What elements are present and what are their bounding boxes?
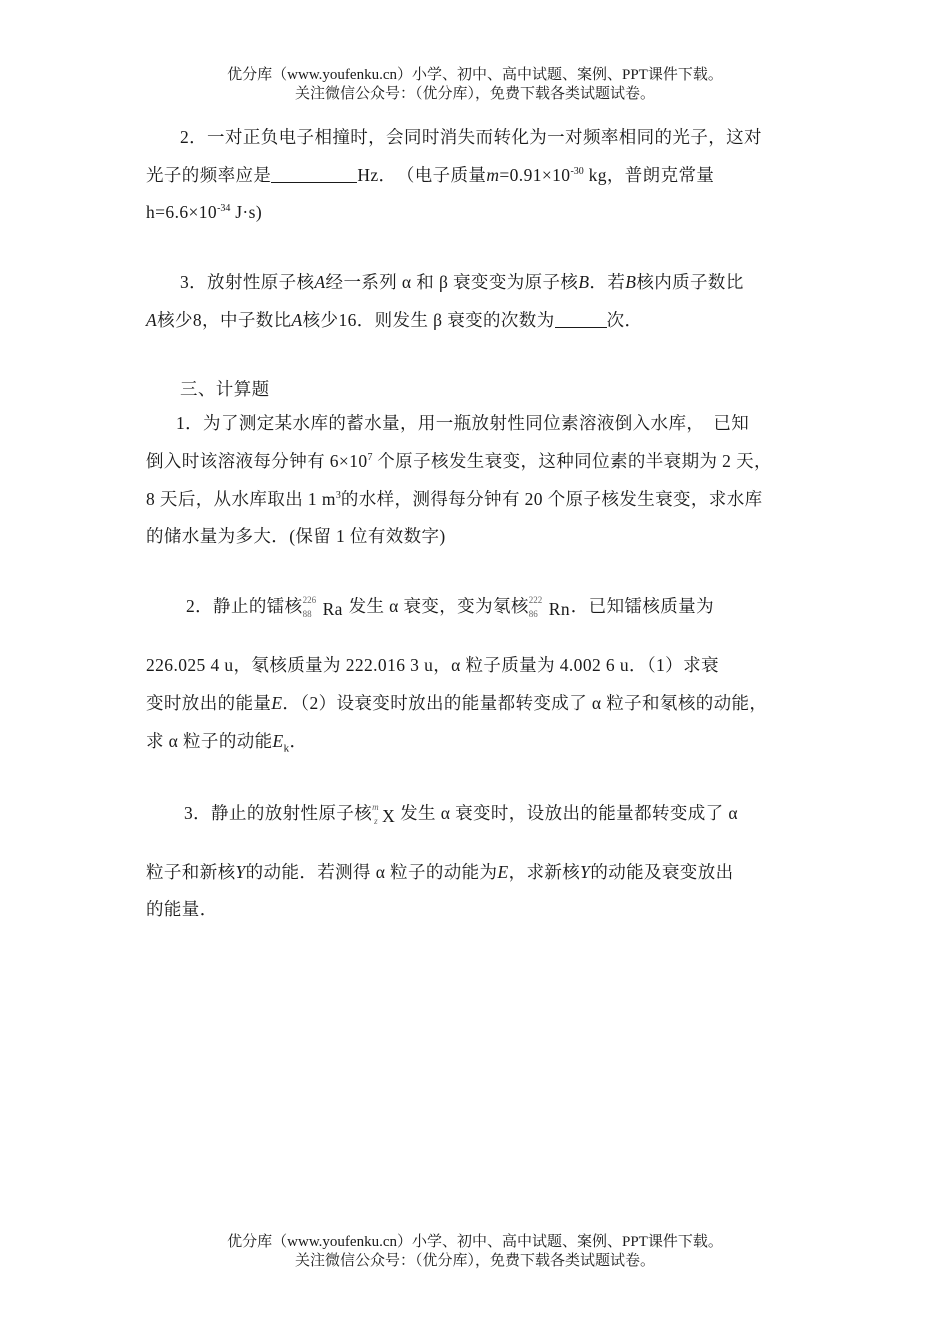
footer-line-2: 关注微信公众号：（优分库），免费下载各类试题试卷。 xyxy=(294,1253,655,1269)
text-line: 的能量． xyxy=(146,899,218,919)
text-line: 3．放射性原子核A经一系列 α 和 β 衰变变为原子核B．若B核内质子数比 xyxy=(180,272,744,292)
parent-nuclide: m z X xyxy=(372,802,396,826)
header-line-1: 优分库（www.youfenku.cn）小学、初中、高中试题、案例、PPT课件下载。 xyxy=(227,67,723,83)
header-line-2: 关注微信公众号：（优分库），免费下载各类试题试卷。 xyxy=(294,86,655,102)
section-title: 三、计算题 xyxy=(180,379,270,399)
text-line: 1．为了测定某水库的蓄水量，用一瓶放射性同位素溶液倒入水库， 已知 xyxy=(176,413,750,433)
text-line: 3．静止的放射性原子核 m z X 发生 α 衰变时，设放出的能量都转变成了 α xyxy=(184,802,738,826)
text-line: 光子的频率应是 Hz． （电子质量$m=0.91\times 10^{-30}$ kg，普朗克常量 xyxy=(146,165,715,185)
text-line: 2．一对正负电子相撞时，会同时消失而转化为一对频率相同的光子，这对 xyxy=(180,127,762,147)
answer-blank[interactable] xyxy=(271,167,357,183)
text-line: 粒子和新核Y的动能．若测得 α 粒子的动能为E，求新核Y的动能及衰变放出 xyxy=(146,862,734,882)
text-line: 倒入时该溶液每分钟有 $6\times 10^7$ 个原子核发生衰变，这种同位素的半衰期为 2 天， xyxy=(146,451,772,471)
text-line: 变时放出的能量E．（2）设衰变时放出的能量都转变成了 α 粒子和氡核的动能， xyxy=(146,693,768,713)
radium-nuclide: 226 88 Ra xyxy=(302,595,343,619)
radon-nuclide: 222 86 Rn xyxy=(528,595,571,619)
text-line: 8 天后，从水库取出 1 $m^3$的水样，测得每分钟有 20 个原子核发生衰变，求水库 xyxy=(146,489,763,509)
footer-line-1: 优分库（www.youfenku.cn）小学、初中、高中试题、案例、PPT课件下载。 xyxy=(227,1234,723,1250)
text-line: 的储水量为多大．(保留 1 位有效数字) xyxy=(146,526,446,546)
text-line: 2．静止的镭核 226 88 Ra 发生 α 衰变，变为氡核 222 86 Rn ．已知镭核质量为 xyxy=(186,595,714,619)
text-line: $h=6.6\times 10^{-34}$ J·s) xyxy=(146,202,263,222)
text-line: 226.025 4 u，氡核质量为 222.016 3 u，α 粒子质量为 4.002 6 u．（1）求衰 xyxy=(146,655,719,675)
text-line: 求 α 粒子的动能$E_k$． xyxy=(146,731,308,755)
text-line: A核少8，中子数比A核少16．则发生 β 衰变的次数为 次． xyxy=(146,310,643,330)
answer-blank[interactable] xyxy=(555,312,607,328)
